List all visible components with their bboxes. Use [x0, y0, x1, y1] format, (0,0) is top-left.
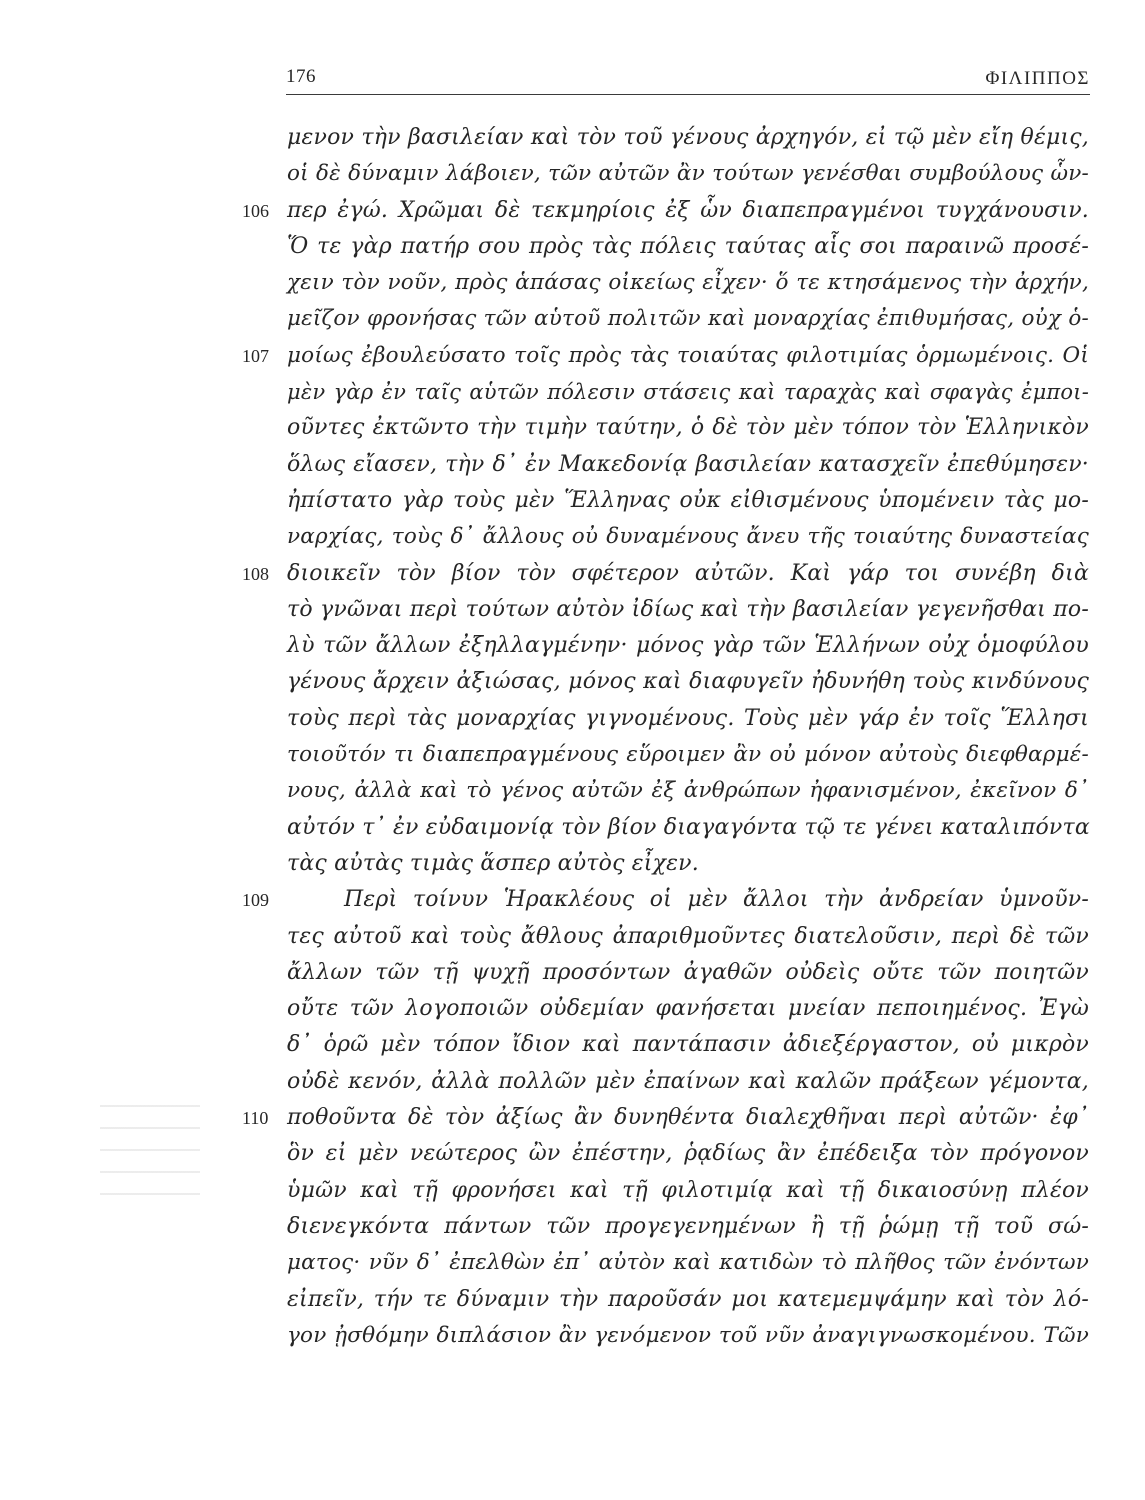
line-text: ἄλλων τῶν τῇ ψυχῇ προσόντων ἀγαθῶν οὐδεὶς οὔτε τῶν ποιητῶν: [287, 959, 1089, 985]
line-text: νους, ἀλλὰ καὶ τὸ γένος αὐτῶν ἐξ ἀνθρώπων ἠφανισμένον, ἐκεῖνον δ᾽: [287, 778, 1089, 804]
line-text: ἠπίστατο γὰρ τοὺς μὲν Ἕλληνας οὐκ εἰθισμένους ὑπομένειν τὰς μο-: [287, 487, 1089, 513]
text-line: [0, 846, 1145, 882]
line-text: περ ἐγώ. Χρῶμαι δὲ τεκμηρίοις ἐξ ὧν διαπεπραγμένοι τυγχάνουσιν.: [287, 197, 1089, 223]
text-line: [0, 1209, 1145, 1245]
line-text: εἰπεῖν, τήν τε δύναμιν τὴν παροῦσάν μοι κατεμεμψάμην καὶ τὸν λό-: [287, 1286, 1089, 1312]
running-head: ΦΙΛΙΠΠΟΣ: [985, 68, 1090, 89]
text-line: [0, 592, 1145, 628]
line-text: μενον τὴν βασιλείαν καὶ τὸν τοῦ γένους ἀρχηγόν, εἰ τῷ μὲν εἴη θέμις,: [287, 125, 1089, 150]
text-line: [0, 301, 1145, 337]
text-line: [0, 810, 1145, 846]
line-text: Περὶ τοίνυν Ἡρακλέους οἱ μὲν ἄλλοι τὴν ἀνδρείαν ὑμνοῦν-: [344, 887, 1089, 913]
line-text: τὸ γνῶναι περὶ τούτων αὐτὸν ἰδίως καὶ τὴν βασιλείαν γεγενῆσθαι πο-: [287, 596, 1089, 622]
text-line: [0, 664, 1145, 700]
text-line: [0, 447, 1145, 483]
text-line: [0, 1027, 1145, 1063]
text-line: [0, 1136, 1145, 1172]
text-line: [0, 701, 1145, 737]
section-number: 108: [242, 563, 269, 584]
line-text: τὰς αὐτὰς τιμὰς ἅσπερ αὐτὸς εἶχεν.: [287, 850, 699, 876]
section-number: 110: [242, 1108, 269, 1129]
text-line: [0, 1173, 1145, 1209]
text-line: [0, 773, 1145, 809]
text-line: [0, 737, 1145, 773]
text-line: [0, 519, 1145, 555]
line-text: ὑμῶν καὶ τῇ φρονήσει καὶ τῇ φιλοτιμίᾳ καὶ τῇ δικαιοσύνῃ πλέον: [287, 1177, 1089, 1203]
line-text: Ὅ τε γὰρ πατήρ σου πρὸς τὰς πόλεις ταύτας αἷς σοι παραινῶ προσέ-: [287, 233, 1089, 259]
line-text: μοίως ἐβουλεύσατο τοῖς πρὸς τὰς τοιαύτας φιλοτιμίας ὁρμωμένοις. Οἱ: [287, 342, 1089, 368]
page-number: 176: [286, 66, 316, 87]
text-line: [0, 1064, 1145, 1100]
line-text: δ᾽ ὁρῶ μὲν τόπον ἴδιον καὶ παντάπασιν ἀδιεξέργαστον, οὐ μικρὸν: [287, 1032, 1089, 1058]
text-line: [0, 919, 1145, 955]
text-line: [0, 1282, 1145, 1318]
text-line: [0, 1245, 1145, 1281]
text-line: [0, 410, 1145, 446]
section-number: 109: [242, 890, 269, 911]
text-line: [0, 955, 1145, 991]
line-text: τοὺς περὶ τὰς μοναρχίας γιγνομένους. Τοὺς μὲν γάρ ἐν τοῖς Ἕλλησι: [287, 705, 1089, 731]
text-line: [0, 556, 1145, 592]
text-line: [0, 156, 1145, 192]
line-text: ὅλως εἴασεν, τὴν δ᾽ ἐν Μακεδονίᾳ βασιλείαν κατασχεῖν ἐπεθύμησεν·: [287, 451, 1089, 477]
line-text: ναρχίας, τοὺς δ᾽ ἄλλους οὐ δυναμένους ἄνευ τῆς τοιαύτης δυναστείας: [287, 524, 1089, 550]
line-text: μεῖζον φρονήσας τῶν αὑτοῦ πολιτῶν καὶ μοναρχίας ἐπιθυμήσας, οὐχ ὁ-: [287, 306, 1089, 332]
line-text: οὔτε τῶν λογοποιῶν οὐδεμίαν φανήσεται μνείαν πεποιημένος. Ἐγὼ: [287, 996, 1089, 1022]
line-text: γένους ἄρχειν ἀξιώσας, μόνος καὶ διαφυγεῖν ἠδυνήθη τοὺς κινδύνους: [287, 669, 1089, 695]
line-text: διοικεῖν τὸν βίον τὸν σφέτερον αὐτῶν. Καὶ γάρ τοι συνέβη διὰ: [287, 560, 1089, 586]
line-text: μὲν γὰρ ἐν ταῖς αὑτῶν πόλεσιν στάσεις καὶ ταραχὰς καὶ σφαγὰς ἐμποι-: [287, 380, 1089, 405]
text-line: [0, 338, 1145, 374]
section-number: 106: [242, 200, 269, 221]
section-number: 107: [242, 345, 269, 366]
line-text: οὐδὲ κενόν, ἀλλὰ πολλῶν μὲν ἐπαίνων καὶ καλῶν πράξεων γέμοντα,: [287, 1068, 1089, 1094]
line-text: ποθοῦντα δὲ τὸν ἀξίως ἂν δυνηθέντα διαλεχθῆναι περὶ αὐτῶν· ἐφ᾽: [287, 1105, 1089, 1131]
line-text: αὐτόν τ᾽ ἐν εὐδαιμονίᾳ τὸν βίον διαγαγόντα τῷ τε γένει καταλιπόντα: [287, 814, 1090, 840]
line-text: χειν τὸν νοῦν, πρὸς ἁπάσας οἰκείως εἶχεν· ὅ τε κτησάμενος τὴν ἀρχήν,: [287, 270, 1089, 296]
text-line: [0, 991, 1145, 1027]
line-text: διενεγκόντα πάντων τῶν προγεγενημένων ἢ τῇ ῥώμῃ τῇ τοῦ σώ-: [287, 1213, 1089, 1239]
text-line: [0, 1318, 1145, 1354]
text-line: [0, 229, 1145, 265]
line-text: ὃν εἰ μὲν νεώτερος ὢν ἐπέστην, ῥᾳδίως ἂν ἐπέδειξα τὸν πρόγονον: [287, 1141, 1089, 1167]
line-text: λὺ τῶν ἄλλων ἐξηλλαγμένην· μόνος γὰρ τῶν Ἑλλήνων οὐχ ὁμοφύλου: [287, 633, 1089, 659]
line-text: οἱ δὲ δύναμιν λάβοιεν, τῶν αὐτῶν ἂν τούτων γενέσθαι συμβούλους ὧν-: [287, 161, 1089, 187]
line-text: τοιοῦτόν τι διαπεπραγμένους εὕροιμεν ἂν οὐ μόνον αὐτοὺς διεφθαρμέ-: [287, 742, 1089, 768]
text-line: [0, 882, 1145, 918]
text-line: [0, 374, 1145, 410]
line-text: τες αὐτοῦ καὶ τοὺς ἄθλους ἀπαριθμοῦντες διατελοῦσιν, περὶ δὲ τῶν: [287, 923, 1089, 949]
text-line: [0, 483, 1145, 519]
page-header: [286, 44, 1090, 95]
line-text: οῦντες ἐκτῶντο τὴν τιμὴν ταύτην, ὁ δὲ τὸν μὲν τόπον τὸν Ἑλληνικὸν: [287, 415, 1089, 441]
text-line: [0, 265, 1145, 301]
text-line: [0, 120, 1145, 156]
text-line: [0, 193, 1145, 229]
line-text: ματος· νῦν δ᾽ ἐπελθὼν ἐπ᾽ αὐτὸν καὶ κατιδὼν τὸ πλῆθος τῶν ἐνόντων: [287, 1250, 1089, 1276]
line-text: γον ᾐσθόμην διπλάσιον ἂν γενόμενον τοῦ νῦν ἀναγιγνωσκομένου. Τῶν: [287, 1322, 1089, 1348]
text-line: [0, 628, 1145, 664]
text-line: [0, 1100, 1145, 1136]
greek-text-body: [0, 120, 1145, 1354]
